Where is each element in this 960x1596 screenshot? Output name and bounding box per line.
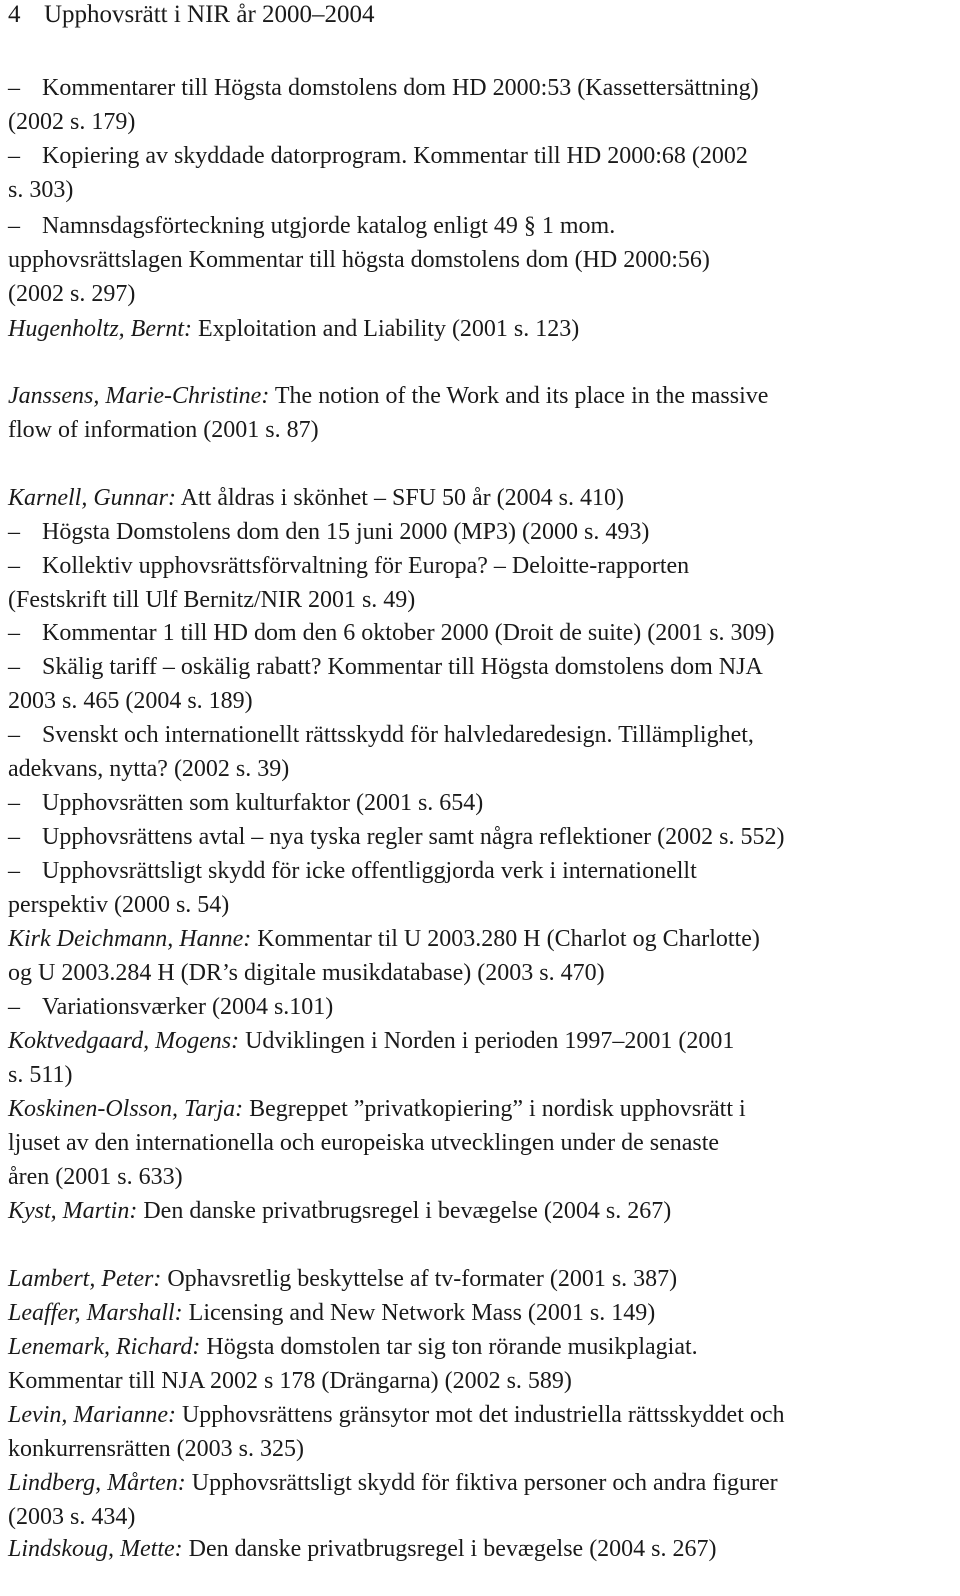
bibliography-entry	[8, 313, 960, 347]
page-header	[8, 0, 375, 30]
entry-text: Upphovsrättsligt skydd för fiktiva personer och andra figurer	[185, 1470, 778, 1496]
bibliography-entry	[8, 923, 960, 991]
entry-line	[8, 313, 960, 347]
entry-text: (2003 s. 434)	[8, 1503, 136, 1530]
entry-line	[8, 278, 960, 312]
bibliography-entry	[8, 651, 960, 719]
entry-line	[8, 584, 960, 618]
entry-author: Lambert, Peter:	[8, 1266, 162, 1292]
dash-marker: –	[8, 213, 20, 239]
entry-line	[8, 1533, 960, 1567]
bibliography-entry	[8, 617, 960, 651]
bibliography-entry	[8, 787, 960, 821]
entry-line	[8, 1263, 960, 1297]
entry-text: Udviklingen i Norden i perioden 1997–2001 (2001	[239, 1028, 735, 1054]
entry-text: Kommentar 1 till HD dom den 6 oktober 2000 (Droit de suite) (2001 s. 309)	[42, 620, 775, 646]
entry-author: Lindberg, Mårten:	[8, 1470, 186, 1496]
dash-marker: –	[8, 519, 20, 545]
entry-text: Upphovsrätten som kulturfaktor (2001 s. 654)	[42, 790, 484, 816]
entry-line	[8, 516, 960, 550]
entry-author: Kyst, Martin:	[8, 1198, 138, 1224]
entry-line	[8, 1059, 960, 1093]
entry-line	[8, 106, 960, 140]
entry-text: Namnsdagsförteckning utgjorde katalog enligt 49 § 1 mom.	[42, 213, 616, 239]
entry-line	[8, 414, 960, 448]
dash-marker: –	[8, 994, 20, 1020]
entry-text: The notion of the Work and its place in the massive	[269, 383, 769, 409]
entry-author: Koktvedgaard, Mogens:	[8, 1028, 240, 1054]
bibliography-entry	[8, 1195, 960, 1229]
dash-marker: –	[8, 654, 20, 680]
entry-line	[8, 1127, 960, 1161]
entry-line	[8, 1093, 960, 1127]
entry-text: Kommentar til U 2003.280 H (Charlot og Charlotte)	[251, 926, 760, 952]
bibliography-entry	[8, 821, 960, 855]
entry-line	[8, 1195, 960, 1229]
bibliography-entry	[8, 482, 960, 516]
entry-text: 2003 s. 465 (2004 s. 189)	[8, 687, 253, 714]
entry-text: Svenskt och internationellt rättsskydd för halvledaredesign. Tillämplighet,	[42, 722, 754, 748]
bibliography-entry	[8, 1297, 960, 1331]
bibliography-entry	[8, 210, 960, 311]
entry-line	[8, 957, 960, 991]
dash-marker: –	[8, 143, 20, 169]
entry-text: Exploitation and Liability (2001 s. 123)	[191, 316, 580, 342]
bibliography-entry	[8, 550, 960, 618]
entry-author: Koskinen-Olsson, Tarja:	[8, 1096, 244, 1122]
entry-text: Högsta Domstolens dom den 15 juni 2000 (MP3) (2000 s. 493)	[42, 519, 650, 545]
entry-text: (2002 s. 179)	[8, 108, 136, 135]
entry-text: upphovsrättslagen Kommentar till högsta domstolens dom (HD 2000:56)	[8, 246, 710, 273]
entry-line	[8, 1025, 960, 1059]
entry-line	[8, 991, 960, 1025]
entry-text: perspektiv (2000 s. 54)	[8, 891, 230, 918]
entry-line	[8, 855, 960, 889]
entry-line	[8, 174, 960, 208]
entry-line	[8, 889, 960, 923]
entry-line	[8, 1365, 960, 1399]
entry-text: (2002 s. 297)	[8, 280, 136, 307]
entry-text: Upphovsrättens avtal – nya tyska regler samt några reflektioner (2002 s. 552)	[42, 824, 785, 850]
entry-text: åren (2001 s. 633)	[8, 1163, 183, 1190]
entry-line	[8, 482, 960, 516]
entry-text: Högsta domstolen tar sig ton rörande musikplagiat.	[200, 1334, 698, 1360]
entry-text: Den danske privatbrugsregel i bevægelse (2004 s. 267)	[137, 1198, 672, 1224]
entry-text: Begreppet ”privatkopiering” i nordisk upphovsrätt i	[243, 1096, 746, 1122]
entry-line	[8, 753, 960, 787]
entry-line	[8, 617, 960, 651]
entry-line	[8, 1399, 960, 1433]
entry-text: konkurrensrätten (2003 s. 325)	[8, 1435, 304, 1462]
entry-text: Kopiering av skyddade datorprogram. Kommentar till HD 2000:68 (2002	[42, 143, 748, 169]
entry-line	[8, 140, 960, 174]
entry-text: Skälig tariff – oskälig rabatt? Kommentar till Högsta domstolens dom NJA	[42, 654, 763, 680]
entry-line	[8, 1161, 960, 1195]
entry-line	[8, 685, 960, 719]
dash-marker: –	[8, 790, 20, 816]
bibliography-entry	[8, 140, 960, 208]
bibliography-entry	[8, 991, 960, 1025]
entry-text: ljuset av den internationella och europeiska utvecklingen under de senaste	[8, 1129, 720, 1156]
entry-line	[8, 550, 960, 584]
entry-text: Upphovsrättens gränsytor mot det industriella rättsskyddet och	[175, 1402, 785, 1428]
entry-text: Kommentarer till Högsta domstolens dom HD 2000:53 (Kassettersättning)	[42, 75, 759, 101]
entry-line	[8, 651, 960, 685]
entry-line	[8, 380, 960, 414]
entry-text: Kollektiv upphovsrättsförvaltning för Europa? – Deloitte-rapporten	[42, 553, 690, 579]
entry-line	[8, 1501, 960, 1535]
entry-line	[8, 923, 960, 957]
entry-text: Den danske privatbrugsregel i bevægelse (2004 s. 267)	[182, 1536, 717, 1562]
entry-line	[8, 821, 960, 855]
entry-text: og U 2003.284 H (DR’s digitale musikdatabase) (2003 s. 470)	[8, 959, 605, 986]
bibliography-entry	[8, 72, 960, 140]
bibliography-entry	[8, 516, 960, 550]
entry-line	[8, 719, 960, 753]
bibliography-entry	[8, 1533, 960, 1567]
entry-text: adekvans, nytta? (2002 s. 39)	[8, 755, 290, 782]
entry-text: Variationsværker (2004 s.101)	[42, 994, 334, 1020]
entry-text: flow of information (2001 s. 87)	[8, 416, 319, 443]
entry-line	[8, 1467, 960, 1501]
entry-text: s. 303)	[8, 176, 74, 203]
entry-line	[8, 1433, 960, 1467]
entry-text: s. 511)	[8, 1061, 73, 1088]
bibliography-entry	[8, 719, 960, 787]
bibliography-entry	[8, 1093, 960, 1194]
bibliography-entry	[8, 1331, 960, 1399]
entry-line	[8, 787, 960, 821]
entry-text: (Festskrift till Ulf Bernitz/NIR 2001 s. 49)	[8, 586, 416, 613]
entry-author: Lenemark, Richard:	[8, 1334, 201, 1360]
entry-line	[8, 1297, 960, 1331]
entry-text: Upphovsrättsligt skydd för icke offentliggjorda verk i internationellt	[42, 858, 697, 884]
bibliography-entry	[8, 1263, 960, 1297]
entry-author: Leaffer, Marshall:	[8, 1300, 183, 1326]
entry-line	[8, 244, 960, 278]
bibliography-entry	[8, 855, 960, 923]
dash-marker: –	[8, 858, 20, 884]
entry-text: Licensing and New Network Mass (2001 s. 149)	[182, 1300, 656, 1326]
bibliography-entry	[8, 1025, 960, 1093]
entry-author: Janssens, Marie-Christine:	[8, 383, 270, 409]
entry-line	[8, 210, 960, 244]
entry-text: Att åldras i skönhet – SFU 50 år (2004 s. 410)	[176, 485, 624, 511]
entry-author: Hugenholtz, Bernt:	[8, 316, 192, 342]
entry-text: Ophavsretlig beskyttelse af tv-formater (2001 s. 387)	[161, 1266, 678, 1292]
dash-marker: –	[8, 553, 20, 579]
dash-marker: –	[8, 722, 20, 748]
dash-marker: –	[8, 620, 20, 646]
entry-author: Lindskoug, Mette:	[8, 1536, 183, 1562]
entry-text: Kommentar till NJA 2002 s 178 (Drängarna) (2002 s. 589)	[8, 1367, 572, 1394]
bibliography-entry	[8, 1467, 960, 1535]
dash-marker: –	[8, 75, 20, 101]
entry-author: Kirk Deichmann, Hanne:	[8, 926, 252, 952]
bibliography-entry	[8, 1399, 960, 1467]
page-number: 4	[8, 1, 21, 28]
page-title: Upphovsrätt i NIR år 2000–2004	[44, 1, 375, 28]
entry-line	[8, 72, 960, 106]
entry-line	[8, 1331, 960, 1365]
bibliography-entry	[8, 380, 960, 448]
dash-marker: –	[8, 824, 20, 850]
entry-author: Karnell, Gunnar:	[8, 485, 176, 511]
entry-author: Levin, Marianne:	[8, 1402, 176, 1428]
